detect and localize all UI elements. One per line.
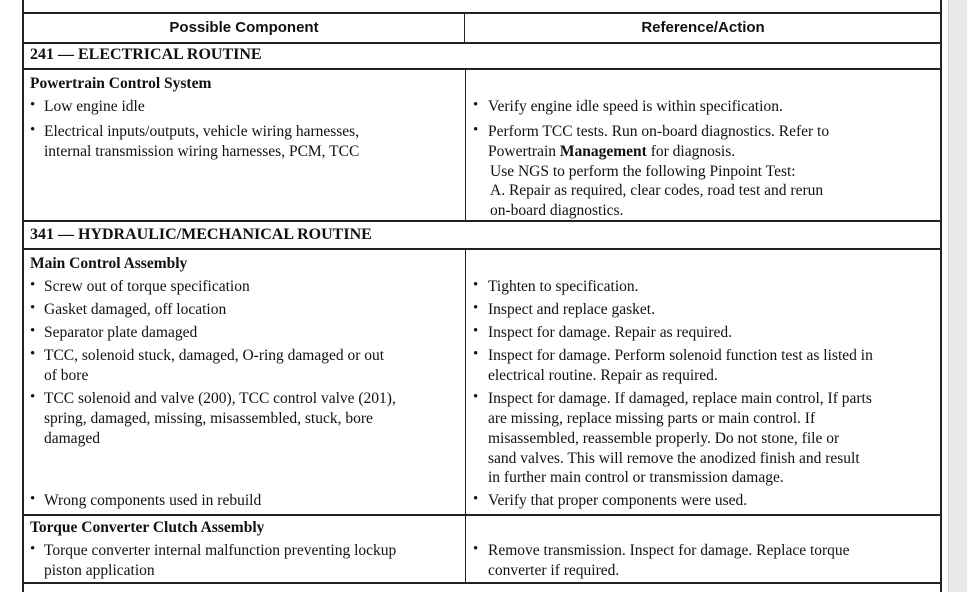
action-text: are missing, replace missing parts or main control. If — [488, 410, 816, 427]
component-text: TCC solenoid and valve (200), TCC control valve (201), — [44, 390, 396, 407]
action-text: Remove transmission. Inspect for damage. Replace torque — [488, 542, 850, 559]
group-torque-converter-clutch-assembly: Torque Converter Clutch Assembly • Torque converter internal malfunction preventing lockup piston application • Remove transmission. Inspect for damage. Replace torque converter if required. — [24, 516, 940, 584]
action-text: A. Repair as required, clear codes, road test and rerun — [490, 182, 824, 199]
component-text: spring, damaged, missing, misassembled, stuck, bore — [44, 410, 373, 427]
component-text: of bore — [44, 367, 89, 384]
group-title: Torque Converter Clutch Assembly — [30, 519, 265, 536]
component-text: Screw out of torque specification — [44, 278, 250, 295]
action-text: Tighten to specification. — [488, 278, 639, 295]
action-text: converter if required. — [488, 562, 620, 579]
action-text: in further main control or transmission damage. — [488, 469, 784, 486]
component-text: Electrical inputs/outputs, vehicle wiring harnesses, — [44, 123, 360, 140]
section-title-341: 341 — HYDRAULIC/MECHANICAL ROUTINE — [24, 222, 940, 250]
component-text: damaged — [44, 430, 100, 447]
header-possible-component: Possible Component — [169, 19, 319, 36]
action-text: Verify engine idle speed is within specification. — [488, 98, 783, 115]
component-text: TCC, solenoid stuck, damaged, O-ring damaged or out — [44, 347, 385, 364]
action-text: Inspect and replace gasket. — [488, 301, 655, 318]
action-text: Inspect for damage. Repair as required. — [488, 324, 733, 341]
action-text: Powertrain Management for diagnosis. — [488, 143, 736, 160]
action-text: misassembled, reassemble properly. Do not stone, file or — [488, 430, 840, 447]
group-powertrain-control-system: Powertrain Control System • Low engine idle • Electrical inputs/outputs, vehicle wiring harnesses, internal transmission wiring harnesses, PCM, TCC • Verify engine idle speed is within specification. • Perform TCC tests. Run on-board diagnostics. Refer to Powertrain Management for diagnosis. Use NGS to perform the following Pinpoint Test: A. Repair as required, clear codes, road test and rerun on-board diagnostics. — [24, 70, 940, 222]
component-text: piston application — [44, 562, 155, 579]
component-text: Gasket damaged, off location — [44, 301, 227, 318]
diagnosis-table — [22, 0, 942, 592]
action-text: Verify that proper components were used. — [488, 492, 748, 509]
component-text: Torque converter internal malfunction preventing lockup — [44, 542, 397, 559]
component-text: Low engine idle — [44, 98, 145, 115]
component-text: Wrong components used in rebuild — [44, 492, 262, 509]
group-main-control-assembly: Main Control Assembly • Screw out of torque specification • Tighten to specification. • Gasket damaged, off location • Inspect and replace gasket. • Separator plate damaged • Inspect for damage. Repair as required. • TCC, solenoid stuck, damaged, O-ring damaged or out of bore • Inspect for damage. Perform solenoid function test as listed in electrical routine. Repair as required. • TCC solenoid and valve (200), TCC control valve (201), spring, damaged, missing, misassembled, stuck, bore damaged • Inspect for damage. If damaged, replace main control, If parts are missing, replace missing parts or main control. If misassembled, reassemble properly. Do not stone, file or sand valves. This will remove the anodized finish and result in further main control or transmission damage. • Wrong components used in rebuild • Verify that proper components were used. — [24, 250, 940, 516]
group-title: Powertrain Control System — [30, 75, 212, 92]
header-reference-action: Reference/Action — [641, 19, 765, 36]
action-text: electrical routine. Repair as required. — [488, 367, 718, 384]
component-text: internal transmission wiring harnesses, PCM, TCC — [44, 143, 360, 160]
action-text: Inspect for damage. If damaged, replace main control, If parts — [488, 390, 872, 407]
table-header — [24, 12, 940, 44]
group-title: Main Control Assembly — [30, 255, 188, 272]
action-text: Inspect for damage. Perform solenoid function test as listed in — [488, 347, 873, 364]
action-text: on-board diagnostics. — [490, 202, 624, 219]
vertical-scrollbar[interactable] — [948, 0, 967, 592]
component-text: Separator plate damaged — [44, 324, 198, 341]
action-text: Perform TCC tests. Run on-board diagnostics. Refer to — [488, 123, 830, 140]
action-text: sand valves. This will remove the anodized finish and result — [488, 450, 860, 467]
section-title-241: 241 — ELECTRICAL ROUTINE — [24, 42, 940, 70]
action-text: Use NGS to perform the following Pinpoint Test: — [490, 163, 796, 180]
